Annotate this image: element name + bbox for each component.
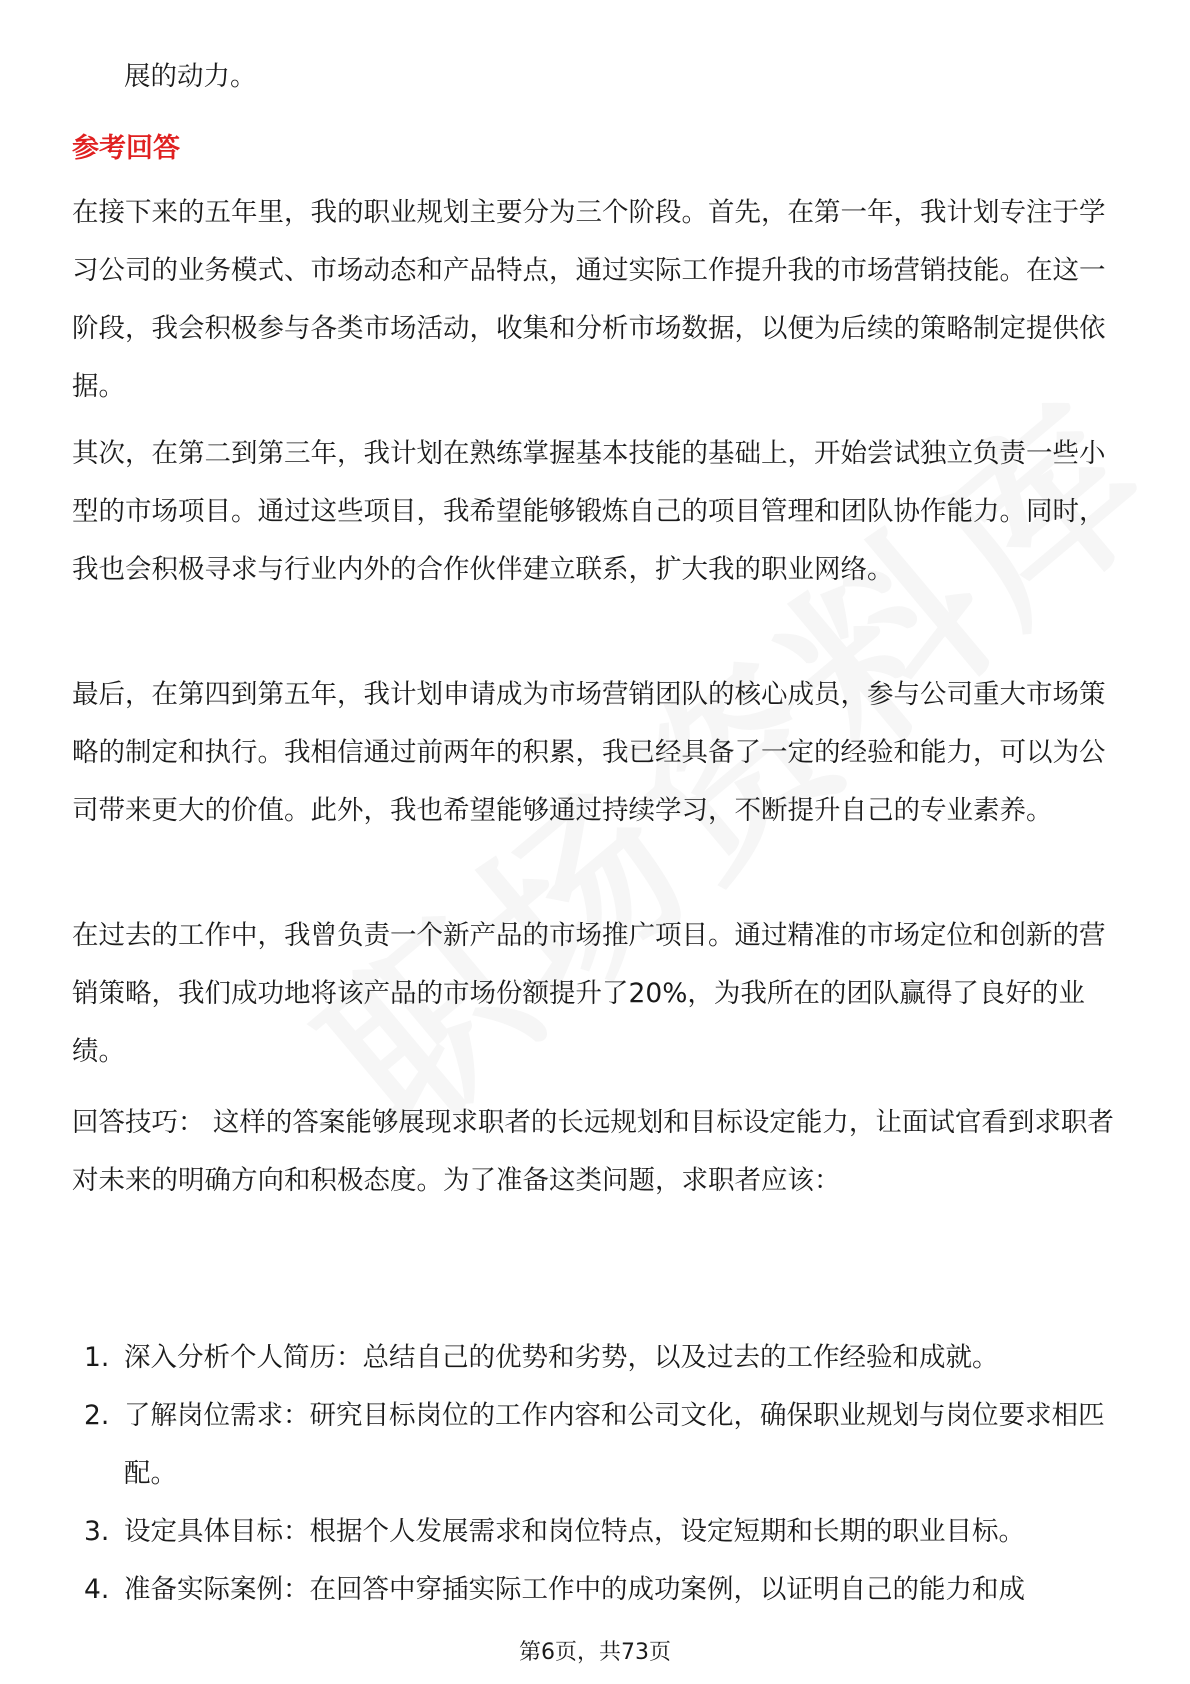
paragraph-2: 其次，在第二到第三年，我计划在熟练掌握基本技能的基础上，开始尝试独立负责一些小型的市场项目。通过这些项目，我希望能够锻炼自己的项目管理和团队协作能力。同时，我也会积极寻求与行业内外的合作伙伴建立联系，扩大我的职业网络。 — [72, 438, 1106, 585]
paragraph-3: 最后，在第四到第五年，我计划申请成为市场营销团队的核心成员，参与公司重大市场策略的制定和执行。我相信通过前两年的积累，我已经具备了一定的经验和能力，可以为公司带来更大的价值。此外，我也希望能够通过持续学习，不断提升自己的专业素养。 — [72, 679, 1106, 826]
list-number: 1. — [84, 1342, 110, 1373]
continuation-text: 展的动力。 — [124, 61, 257, 92]
paragraph-1: 在接下来的五年里，我的职业规划主要分为三个阶段。首先，在第一年，我计划专注于学习公司的业务模式、市场动态和产品特点，通过实际工作提升我的市场营销技能。在这一阶段，我会积极参与各类市场活动，收集和分析市场数据，以便为后续的策略制定提供依据。 — [72, 197, 1106, 402]
list-item — [72, 1329, 1118, 1387]
page-footer: 第6页，共73页 — [519, 1640, 671, 1665]
tips-list — [72, 1329, 1118, 1619]
section-heading: 参考回答 — [72, 133, 180, 164]
list-number: 3. — [84, 1516, 110, 1547]
list-number: 2. — [84, 1400, 110, 1431]
list-item — [72, 1387, 1118, 1503]
list-item-text: 准备实际案例：在回答中穿插实际工作中的成功案例，以证明自己的能力和成 — [124, 1574, 1025, 1605]
list-item — [72, 1503, 1118, 1561]
answer-tips-paragraph: 回答技巧： 这样的答案能够展现求职者的长远规划和目标设定能力，让面试官看到求职者对未来的明确方向和积极态度。为了准备这类问题，求职者应该： — [72, 1107, 1114, 1196]
paragraph-4: 在过去的工作中，我曾负责一个新产品的市场推广项目。通过精准的市场定位和创新的营销策略，我们成功地将该产品的市场份额提升了20%，为我所在的团队赢得了良好的业绩。 — [72, 920, 1106, 1067]
list-item-text: 了解岗位需求：研究目标岗位的工作内容和公司文化，确保职业规划与岗位要求相匹配。 — [124, 1400, 1105, 1489]
list-number: 4. — [84, 1574, 110, 1605]
list-item — [72, 1561, 1118, 1619]
list-item-text: 设定具体目标：根据个人发展需求和岗位特点，设定短期和长期的职业目标。 — [124, 1516, 1025, 1547]
list-item-text: 深入分析个人简历：总结自己的优势和劣势，以及过去的工作经验和成就。 — [124, 1342, 999, 1373]
